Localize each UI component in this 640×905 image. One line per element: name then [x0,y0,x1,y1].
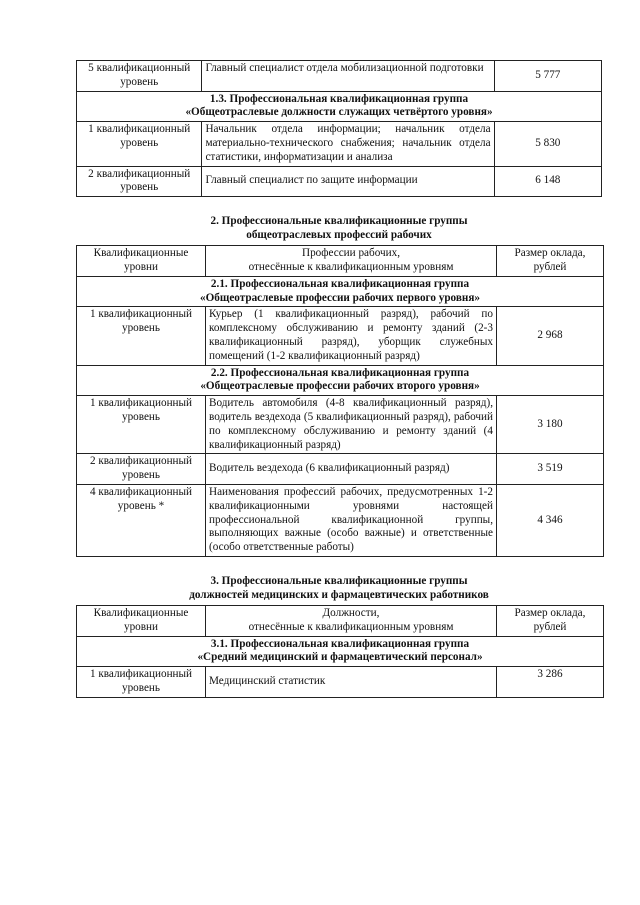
qualification-level-cell: 1 квалификационный уровень [77,396,206,454]
qualification-level-cell: 4 квалификационный уровень * [77,484,206,556]
profession-description-cell: Водитель вездехода (6 квалификационный разряд) [206,454,497,485]
group-header-row [77,91,602,122]
table-row [77,122,602,166]
group-1-3-title: 1.3. Профессиональная квалификационная группа «Общеотраслевые должности служащих четвёртого уровня» [77,91,602,122]
salary-cell: 3 286 [497,667,604,698]
position-description-cell: Начальник отдела информации; начальник отдела материально-технического снабжения; начальник отдела статистики, информатизации и анализа [202,122,494,166]
salary-cell: 3 519 [497,454,604,485]
profession-description-cell: Курьер (1 квалификационный разряд), рабочий по комплексному обслуживанию и ремонту зданий (2-3 квалификационный разряд), уборщик служебных помещений (1-2 квалификационный разряд) [206,307,497,365]
header-salary: Размер оклада, рублей [497,605,604,636]
salary-cell: 5 777 [494,61,601,92]
header-positions: Должности, отнесённые к квалификационным уровням [206,605,497,636]
position-description-cell: Главный специалист по защите информации [202,166,494,197]
table-row [77,61,602,92]
header-professions: Профессии рабочих, отнесённые к квалификационным уровням [206,246,497,277]
group-3-1-title: 3.1. Профессиональная квалификационная группа «Средний медицинский и фармацевтический персонал» [77,636,604,667]
qualification-level-cell: 5 квалификационный уровень [77,61,202,92]
qualification-level-cell: 2 квалификационный уровень [77,454,206,485]
group-header-row [77,365,604,396]
profession-description-cell: Наименования профессий рабочих, предусмотренных 1-2 квалификационными уровнями настоящей профессиональной квалификационной группы, выполняющих важные (особо важные) и ответственные (особо ответственные работы) [206,484,497,556]
header-qualification-levels: Квалификационные уровни [77,246,206,277]
qualification-level-cell: 1 квалификационный уровень [77,667,206,698]
salary-cell: 3 180 [497,396,604,454]
group-header-row [77,276,604,307]
group-2-2-title: 2.2. Профессиональная квалификационная группа «Общеотраслевые профессии рабочих второго уровня» [77,365,604,396]
table-header-row [77,246,604,277]
qualification-level-cell: 1 квалификационный уровень [77,307,206,365]
table-header-row [77,605,604,636]
salary-cell: 2 968 [497,307,604,365]
qualification-level-cell: 1 квалификационный уровень [77,122,202,166]
group-header-row [77,636,604,667]
position-description-cell: Главный специалист отдела мобилизационной подготовки [202,61,494,92]
section-3-title: 3. Профессиональные квалификационные группы должностей медицинских и фармацевтических работников [189,574,489,601]
profession-description-cell: Водитель автомобиля (4-8 квалификационный разряд), водитель вездехода (5 квалификационный разряд), рабочий по комплексному обслуживанию и ремонту зданий (4 квалификационный разряд) [206,396,497,454]
table-row [77,396,604,454]
salary-cell: 6 148 [494,166,601,197]
table-row [77,454,604,485]
position-description-cell: Медицинский статистик [206,667,497,698]
header-qualification-levels: Квалификационные уровни [77,605,206,636]
salary-cell: 5 830 [494,122,601,166]
salary-cell: 4 346 [497,484,604,556]
qualification-level-cell: 2 квалификационный уровень [77,166,202,197]
table-row [77,484,604,556]
table-2-workers [76,245,604,557]
group-2-1-title: 2.1. Профессиональная квалификационная группа «Общеотраслевые профессии рабочих первого уровня» [77,276,604,307]
header-salary: Размер оклада, рублей [497,246,604,277]
table-row [77,307,604,365]
table-3-medical [76,605,604,698]
table-row [77,166,602,197]
table-row [77,667,604,698]
table-1-continuation [76,60,602,197]
section-2-title: 2. Профессиональные квалификационные группы общеотраслевых профессий рабочих [210,215,468,242]
document-page [76,60,602,698]
